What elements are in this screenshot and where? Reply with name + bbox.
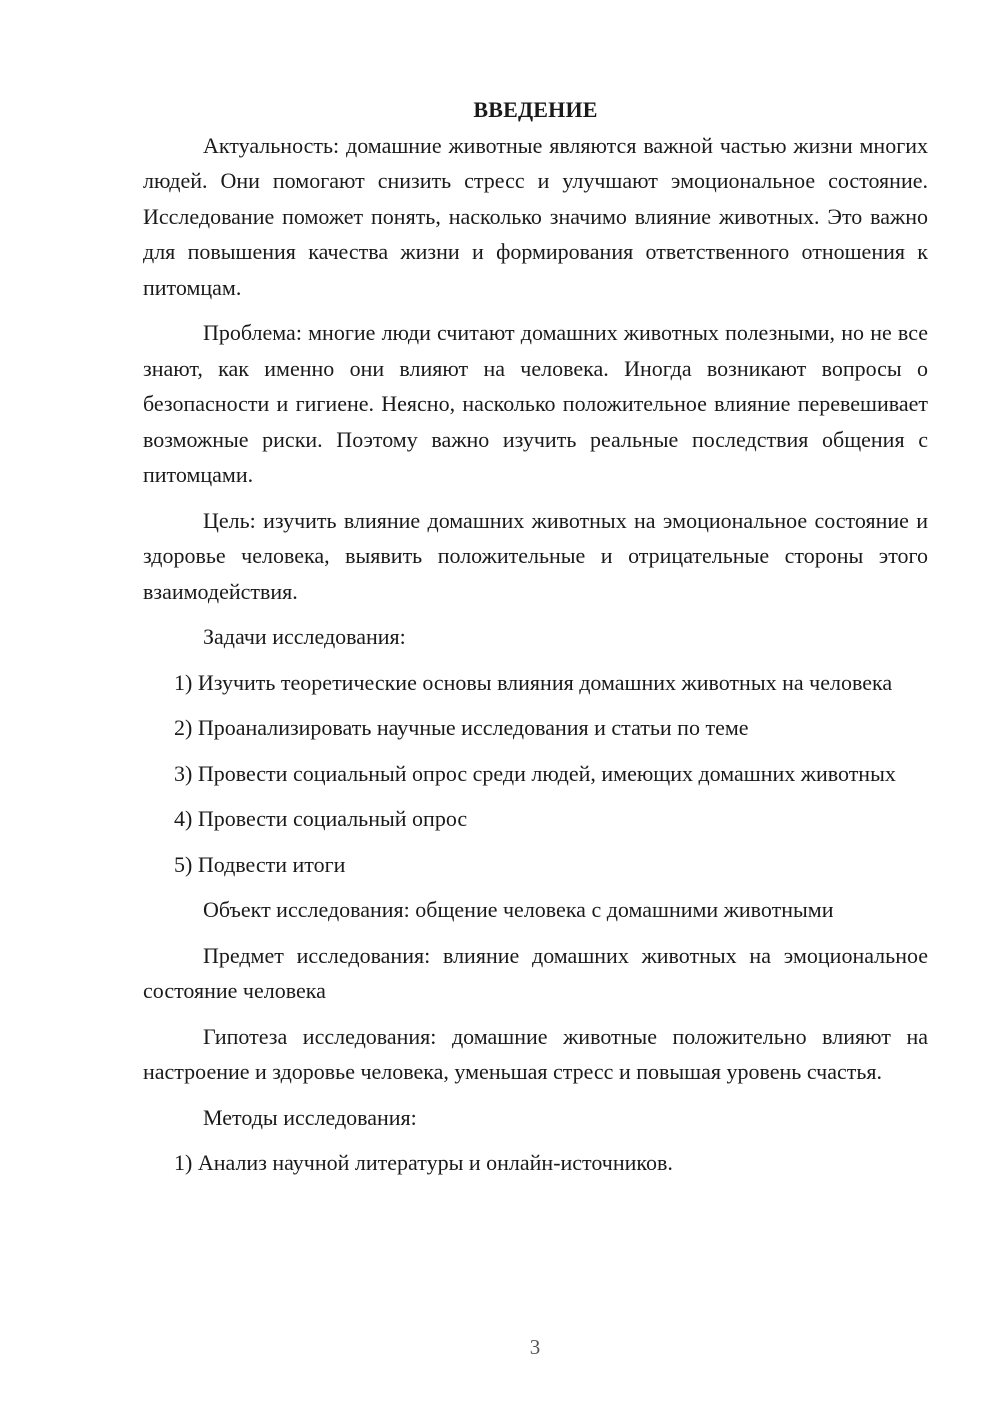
hypothesis-paragraph: Гипотеза исследования: домашние животные положительно влияют на настроение и здоровье человека, уменьшая стресс и повышая уровень счастья. (143, 1023, 928, 1084)
task-item-1: 1) Изучить теоретические основы влияния домашних животных на человека (174, 669, 893, 695)
object-paragraph: Объект исследования: общение человека с домашними животными (203, 897, 834, 922)
tasks-heading: Задачи исследования: (203, 624, 406, 649)
page-number: 3 (529, 1335, 541, 1359)
section-title: ВВЕДЕНИЕ (473, 97, 598, 122)
problem-paragraph: Проблема: многие люди считают домашних животных полезными, но не все знают, как именно они влияют на человека. Иногда возникают вопросы о безопасности и гигиене. Неясно, насколько положительное влияние перевешивает возможные риски. Поэтому важно изучить реальные последствия общения с питомцами. (143, 320, 928, 487)
subject-paragraph: Предмет исследования: влияние домашних животных на эмоциональное состояние человека (143, 942, 928, 1003)
task-item-4: 4) Провести социальный опрос (174, 806, 468, 831)
task-item-2: 2) Проанализировать научные исследования и статьи по теме (174, 715, 749, 740)
task-item-5: 5) Подвести итоги (174, 851, 346, 877)
task-item-3: 3) Провести социальный опрос среди людей, имеющих домашних животных (174, 760, 896, 786)
goal-paragraph: Цель: изучить влияние домашних животных на эмоциональное состояние и здоровье человека, выявить положительные и отрицательные стороны этого взаимодействия. (143, 507, 928, 604)
methods-heading: Методы исследования: (203, 1104, 417, 1130)
page-content (143, 92, 928, 1191)
relevance-paragraph: Актуальность: домашние животные являются важной частью жизни многих людей. Они помогают снизить стресс и улучшают эмоциональное состояние. Исследование поможет понять, насколько значимо влияние животных. Это важно для повышения качества жизни и формирования ответственного отношения к питомцам. (143, 132, 928, 300)
method-item-1: 1) Анализ научной литературы и онлайн-источников. (174, 1150, 673, 1175)
